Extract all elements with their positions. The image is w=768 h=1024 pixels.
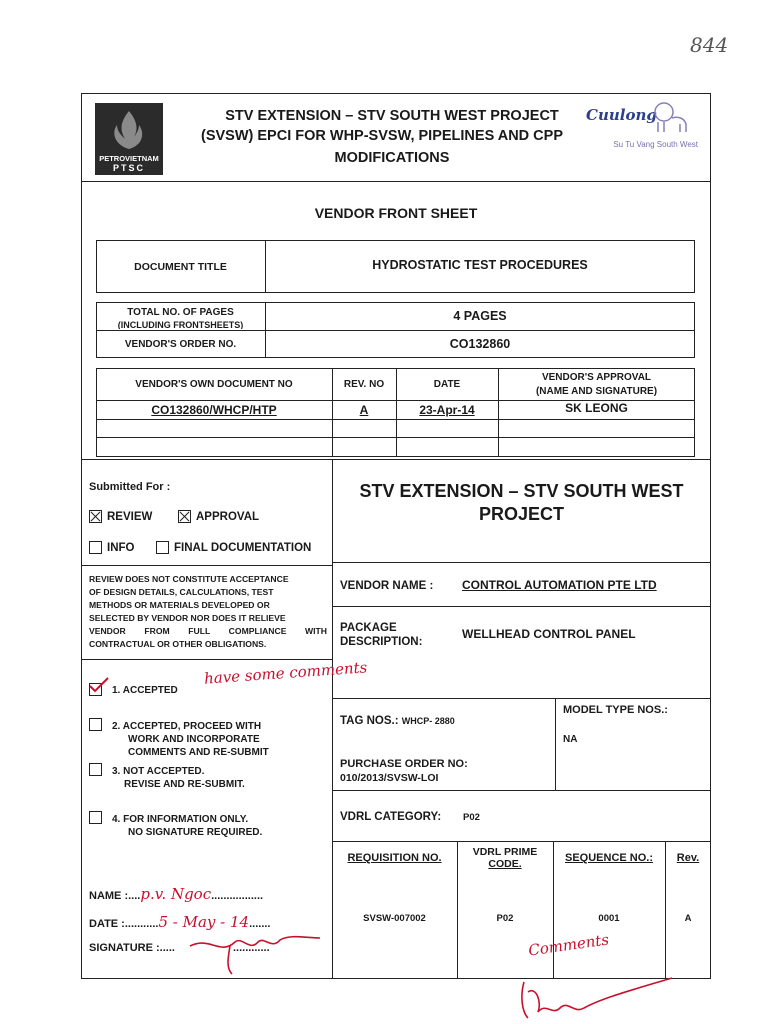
purchase-order-label: PURCHASE ORDER NO: <box>340 758 468 770</box>
col-header-requisition: REQUISITION NO. <box>347 852 442 864</box>
disclaimer-line: REVIEW DOES NOT CONSTITUTE ACCEPTANCE <box>89 574 289 584</box>
approval-value: SK LEONG <box>565 400 628 415</box>
accepted-proceed-checkbox[interactable] <box>89 718 102 731</box>
date-dots: ....... <box>249 918 271 930</box>
name-field <box>89 885 263 903</box>
header-divider <box>81 181 711 182</box>
header-title-line3: MODIFICATIONS <box>334 150 450 166</box>
checkmark-icon <box>88 676 110 694</box>
disclaimer-line: VENDOR FROM FULL COMPLIANCE WITH <box>89 626 327 636</box>
signature-scribble <box>180 928 330 978</box>
lion-icon <box>650 100 690 134</box>
rev-value: A <box>359 402 369 417</box>
tag-label: TAG NOS.: <box>340 715 399 727</box>
divider <box>332 790 711 791</box>
project-title-line2: PROJECT <box>478 504 565 524</box>
package-label-line: PACKAGE <box>340 622 397 634</box>
vdrl-prime-value: P02 <box>496 912 514 924</box>
option-accepted-proceed <box>112 720 269 759</box>
option-line: 4. FOR INFORMATION ONLY. <box>112 814 249 825</box>
date-value: 23-Apr-14 <box>419 402 475 417</box>
vendor-order-value: CO132860 <box>449 337 511 351</box>
model-type-value: NA <box>563 734 578 745</box>
divider <box>332 841 711 842</box>
option-line: NO SIGNATURE REQUIRED. <box>128 827 263 838</box>
requisition-value: SVSW-007002 <box>363 912 426 924</box>
package-value: WELLHEAD CONTROL PANEL <box>462 627 636 641</box>
date-label: DATE :........... <box>89 918 159 930</box>
submitted-for-label: Submitted For : <box>89 481 171 493</box>
divider <box>332 606 711 607</box>
package-label-line: DESCRIPTION: <box>340 636 423 648</box>
info-checkbox[interactable] <box>89 541 102 554</box>
sheet-title: VENDOR FRONT SHEET <box>314 205 478 221</box>
col-header-approval: VENDOR'S APPROVAL <box>541 372 652 383</box>
signature-label: SIGNATURE :..... <box>89 942 175 954</box>
option-line: WORK AND INCORPORATE <box>128 734 260 745</box>
not-accepted-checkbox[interactable] <box>89 763 102 776</box>
col-header-approval-sub: (NAME AND SIGNATURE) <box>535 386 658 397</box>
page-number: 844 <box>690 33 729 57</box>
total-pages-value: 4 PAGES <box>453 309 507 323</box>
disclaimer-line: SELECTED BY VENDOR NOR DOES IT RELIEVE <box>89 613 286 623</box>
approval-checkbox[interactable] <box>178 510 191 523</box>
col-header-date: DATE <box>433 378 461 390</box>
date-handwritten-value: 5 - May - 14 <box>158 913 250 931</box>
document-title-value: HYDROSTATIC TEST PROCEDURES <box>372 258 588 272</box>
cuulong-logo <box>586 100 696 156</box>
handwritten-comments: Comments <box>527 930 611 960</box>
option-line: REVISE AND RE-SUBMIT. <box>124 779 245 790</box>
info-label: INFO <box>107 542 135 554</box>
document-title-label: DOCUMENT TITLE <box>134 260 227 273</box>
approval-label: APPROVAL <box>196 511 260 523</box>
vdrl-category-value: P02 <box>463 812 480 823</box>
header-line: VDRL PRIME <box>472 846 538 858</box>
reviewer-signature-scribble <box>512 972 682 1022</box>
package-label <box>340 621 422 649</box>
vdrl-category-label: VDRL CATEGORY: <box>340 811 442 823</box>
name-dots: ................. <box>211 890 264 902</box>
total-pages-sublabel: (INCLUDING FRONTSHEETS) <box>117 320 244 329</box>
col-header-sequence: SEQUENCE NO.: <box>564 852 653 864</box>
vendor-order-label: VENDOR'S ORDER NO. <box>124 338 237 350</box>
col-header-doc-no: VENDOR'S OWN DOCUMENT NO <box>135 378 293 390</box>
model-type-label: MODEL TYPE NOS.: <box>563 704 668 716</box>
option-accepted: 1. ACCEPTED <box>112 685 178 696</box>
col-header-rev-bottom: Rev. <box>676 852 700 864</box>
review-checkbox[interactable] <box>89 510 102 523</box>
cuulong-logo-sub: Su Tu Vang South West <box>613 140 698 149</box>
total-pages-label: TOTAL NO. OF PAGES <box>127 307 234 318</box>
divider <box>81 659 332 660</box>
option-line: 3. NOT ACCEPTED. <box>112 766 205 777</box>
final-documentation-label: FINAL DOCUMENTATION <box>174 542 312 554</box>
ptsc-logo-text: PTSC <box>112 163 145 173</box>
col-header-rev: REV. NO <box>343 378 385 390</box>
header-title-line2: (SVSW) EPCI FOR WHP-SVSW, PIPELINES AND CPP <box>201 128 563 144</box>
name-value: p.v. Ngoc <box>140 885 212 903</box>
tag-value: WHCP- 2880 <box>401 716 455 726</box>
divider <box>332 562 711 563</box>
vendor-name-value: CONTROL AUTOMATION PTE LTD <box>462 578 657 592</box>
disclaimer-line: CONTRACTUAL OR OTHER OBLIGATIONS. <box>89 639 267 649</box>
disclaimer-line: OF DESIGN DETAILS, CALCULATIONS, TEST <box>89 587 274 597</box>
tag-field <box>340 715 455 727</box>
header-title-line1: STV EXTENSION – STV SOUTH WEST PROJECT <box>225 108 559 124</box>
rev-bottom-value: A <box>684 912 692 924</box>
header-line: CODE. <box>488 858 522 870</box>
vendor-name-label: VENDOR NAME : <box>340 580 434 592</box>
final-documentation-checkbox[interactable] <box>156 541 169 554</box>
signature-dots: ............ <box>232 942 270 954</box>
flame-icon <box>95 105 163 155</box>
divider <box>332 698 711 699</box>
divider <box>81 565 332 566</box>
doc-no-value: CO132860/WHCP/HTP <box>151 402 277 417</box>
for-information-checkbox[interactable] <box>89 811 102 824</box>
purchase-order-value: 010/2013/SVSW-LOI <box>340 772 439 784</box>
review-label: REVIEW <box>107 511 153 523</box>
petrovietnam-logo <box>95 103 163 175</box>
handwritten-note: have some comments <box>203 658 368 688</box>
project-title-line1: STV EXTENSION – STV SOUTH WEST <box>359 481 684 501</box>
name-label: NAME :.... <box>89 890 141 902</box>
disclaimer-text <box>89 573 327 651</box>
divider <box>555 698 556 790</box>
divider <box>332 459 333 979</box>
divider <box>81 459 711 460</box>
option-line: COMMENTS AND RE-SUBMIT <box>128 747 269 758</box>
sequence-value: 0001 <box>598 912 620 924</box>
option-line: 2. ACCEPTED, PROCEED WITH <box>112 721 262 732</box>
option-not-accepted <box>112 765 245 791</box>
petrovietnam-logo-text: PETROVIETNAM <box>99 154 159 163</box>
disclaimer-line: METHODS OR MATERIALS DEVELOPED OR <box>89 600 270 610</box>
col-header-vdrl-prime <box>457 846 553 870</box>
option-for-information <box>112 813 262 839</box>
cuulong-logo-text: Cuulong <box>586 106 657 124</box>
